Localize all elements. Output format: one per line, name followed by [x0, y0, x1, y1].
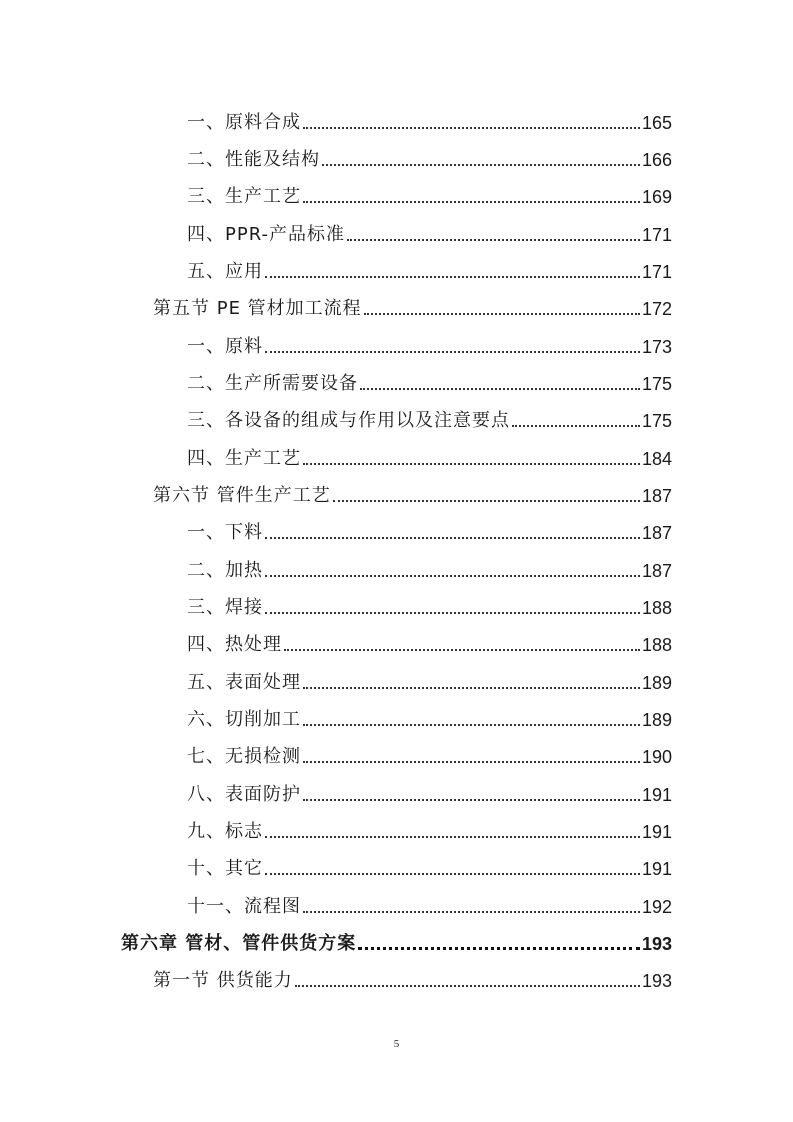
toc-entry-title: 一、原料合成	[187, 112, 301, 133]
toc-entry-title: 第五节 PE 管材加工流程	[153, 298, 362, 319]
toc-entry-title: 第六节 管件生产工艺	[153, 485, 331, 506]
toc-dot-leader	[360, 388, 640, 390]
toc-dot-leader	[303, 127, 640, 129]
toc-entry[interactable]	[153, 962, 672, 992]
toc-entry[interactable]	[187, 664, 672, 694]
toc-entry-page: 172	[641, 299, 672, 319]
toc-entry-title: 六、切削加工	[187, 709, 301, 730]
toc-entry-page: 191	[641, 785, 672, 805]
toc-entry[interactable]	[187, 552, 672, 582]
toc-dot-leader	[303, 761, 640, 763]
toc-entry-page: 188	[641, 598, 672, 618]
toc-entry-title: 四、生产工艺	[187, 448, 301, 469]
toc-dot-leader	[347, 239, 640, 241]
toc-dot-leader	[303, 687, 640, 689]
toc-dot-leader	[303, 911, 640, 913]
toc-entry-title: 四、热处理	[187, 634, 282, 655]
toc-dot-leader	[265, 276, 640, 278]
page-number: 5	[393, 1038, 400, 1050]
toc-entry-page: 171	[641, 262, 672, 282]
toc-entry-page: 191	[641, 822, 672, 842]
toc-dot-leader	[303, 799, 640, 801]
toc-entry-title: 四、PPR-产品标准	[187, 224, 345, 245]
toc-entry-page: 175	[641, 374, 672, 394]
toc-entry-title: 三、各设备的组成与作用以及注意要点	[187, 410, 510, 431]
toc-entry-title: 三、焊接	[187, 597, 263, 618]
toc-entry-page: 193	[641, 971, 672, 991]
toc-dot-leader	[322, 164, 640, 166]
toc-entry[interactable]	[187, 365, 672, 395]
toc-entry[interactable]	[153, 290, 672, 320]
toc-entry[interactable]	[187, 850, 672, 880]
toc-entry[interactable]	[187, 738, 672, 768]
toc-entry[interactable]	[153, 477, 672, 507]
toc-dot-leader	[265, 537, 640, 539]
toc-dot-leader	[303, 463, 640, 465]
toc-entry[interactable]	[187, 216, 672, 246]
toc-entry-page: 193	[641, 934, 672, 954]
toc-entry-page: 171	[641, 225, 672, 245]
toc-entry-page: 189	[641, 710, 672, 730]
toc-entry-page: 187	[641, 486, 672, 506]
toc-entry[interactable]	[187, 402, 672, 432]
toc-entry[interactable]	[187, 626, 672, 656]
toc-entry-page: 175	[641, 411, 672, 431]
toc-dot-leader	[265, 351, 640, 353]
toc-entry-title: 三、生产工艺	[187, 186, 301, 207]
toc-entry-page: 192	[641, 897, 672, 917]
toc-entry-page: 187	[641, 561, 672, 581]
toc-dot-leader	[265, 575, 640, 577]
toc-entry-title: 二、生产所需要设备	[187, 373, 358, 394]
toc-entry-page: 189	[641, 673, 672, 693]
toc-entry-page: 165	[641, 113, 672, 133]
toc-entry[interactable]	[187, 178, 672, 208]
toc-entry-title: 一、原料	[187, 336, 263, 357]
toc-entry[interactable]	[187, 888, 672, 918]
toc-entry[interactable]	[187, 701, 672, 731]
toc-entry-page: 166	[641, 150, 672, 170]
toc-dot-leader	[265, 873, 640, 875]
toc-entry-title: 十、其它	[187, 858, 263, 879]
toc-entry-title: 五、应用	[187, 261, 263, 282]
toc-entry-title: 十一、流程图	[187, 896, 301, 917]
toc-entry-title: 五、表面处理	[187, 672, 301, 693]
toc-entry[interactable]	[187, 813, 672, 843]
toc-entry[interactable]	[187, 440, 672, 470]
toc-dot-leader	[295, 985, 640, 987]
toc-dot-leader	[265, 612, 640, 614]
toc-entry[interactable]	[187, 776, 672, 806]
toc-dot-leader	[512, 425, 640, 427]
toc-entry-title: 一、下料	[187, 522, 263, 543]
toc-entry[interactable]	[187, 589, 672, 619]
toc-entry-page: 190	[641, 747, 672, 767]
toc-dot-leader	[358, 947, 640, 950]
toc-entry[interactable]	[187, 141, 672, 171]
toc-entry-title: 第六章 管材、管件供货方案	[121, 933, 357, 954]
toc-entry[interactable]	[187, 514, 672, 544]
toc-dot-leader	[303, 201, 640, 203]
toc-dot-leader	[284, 649, 640, 651]
toc-entry-page: 173	[641, 337, 672, 357]
toc-entry-page: 188	[641, 635, 672, 655]
toc-entry-title: 二、加热	[187, 560, 263, 581]
toc-chapter-entry[interactable]	[121, 925, 672, 955]
toc-dot-leader	[333, 500, 640, 502]
toc-entry[interactable]	[187, 253, 672, 283]
toc-dot-leader	[265, 836, 640, 838]
toc-entry[interactable]	[187, 104, 672, 134]
toc-entry-title: 九、标志	[187, 821, 263, 842]
toc-entry-page: 169	[641, 187, 672, 207]
toc-entry-title: 八、表面防护	[187, 784, 301, 805]
toc-entry-title: 第一节 供货能力	[153, 970, 293, 991]
toc-entry-page: 191	[641, 859, 672, 879]
toc-entry-page: 187	[641, 523, 672, 543]
toc-entry-title: 二、性能及结构	[187, 149, 320, 170]
toc-entry-title: 七、无损检测	[187, 746, 301, 767]
toc-dot-leader	[364, 313, 640, 315]
toc-dot-leader	[303, 724, 640, 726]
toc-entry[interactable]	[187, 328, 672, 358]
toc-entry-page: 184	[641, 449, 672, 469]
